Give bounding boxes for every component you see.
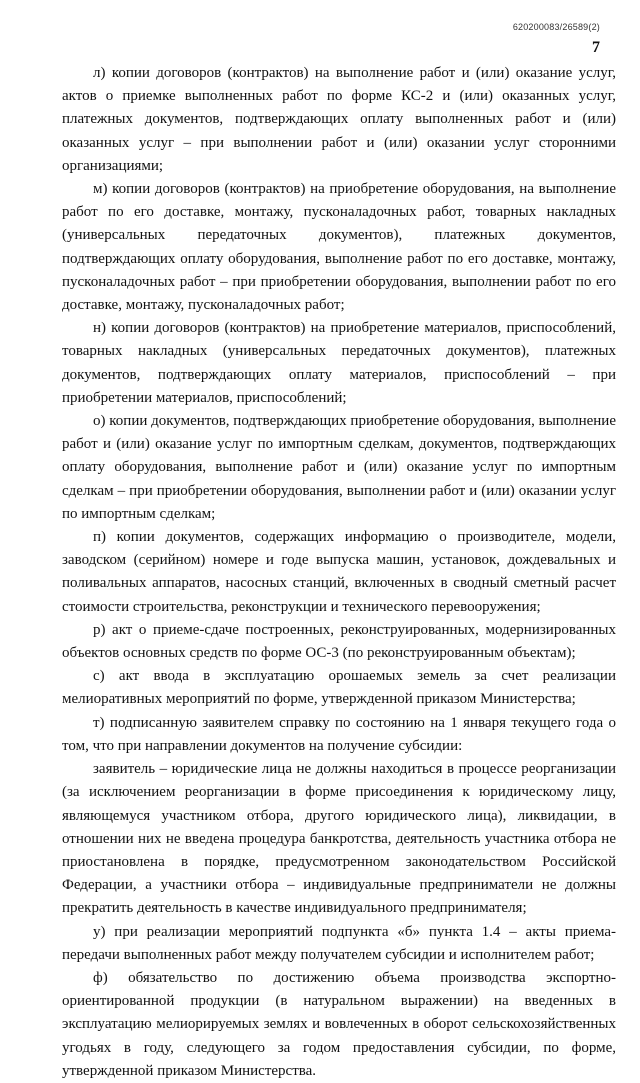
paragraph-t: т) подписанную заявителем справку по состоянию на 1 января текущего года о том, что при направлении документов на получение субсидии: bbox=[62, 714, 616, 754]
document-body bbox=[62, 62, 616, 1083]
paragraph-applicant: заявитель – юридические лица не должны находиться в процессе реорганизации (за исключением реорганизации в форме присоединения к юридическому лицу, являющемуся участником отбора, другого юридического лица), ликвидации, в отношении них не введена процедура банкротства, деятельность участника отбора не приостановлена в порядке, предусмотренном законодательством Российской Федерации, а участники отбора – индивидуальные предприниматели не должны прекратить деятельность в качестве индивидуального предпринимателя; bbox=[62, 761, 616, 917]
paragraph-p: п) копии документов, содержащих информацию о производителе, модели, заводском (серийном) номере и годе выпуска машин, установок, дождевальных и поливальных аппаратов, насосных станций, включенных в сводный сметный расчет стоимости строительства, реконструкции и технического перевооружения; bbox=[62, 529, 616, 615]
paragraph-r: р) акт о приеме-сдаче построенных, реконструированных, модернизированных объектов основных средств по форме ОС-3 (по реконструированным объектам); bbox=[62, 621, 616, 662]
paragraph-o: о) копии документов, подтверждающих приобретение оборудования, выполнение работ и (или) оказание услуг по импортным сделкам, документов, подтверждающих оплату оборудования, выполнение работ и (или) оказание услуг по импортным сделкам – при приобретении оборудования, выполнении работ и (или) оказании услуг по импортным сделкам; bbox=[62, 413, 616, 522]
paragraph-u: у) при реализации мероприятий подпункта «б» пункта 1.4 – акты приема-передачи выполненных работ между получателем субсидии и исполнителем работ; bbox=[62, 923, 616, 963]
document-number: 620200083/26589(2) bbox=[512, 22, 600, 32]
paragraph-n: н) копии договоров (контрактов) на приобретение материалов, приспособлений, товарных накладных (универсальных передаточных документов), платежных документов, подтверждающих оплату материалов, приспособлений – при приобретении материалов, приспособлений; bbox=[62, 320, 616, 406]
paragraph-l: л) копии договоров (контрактов) на выполнение работ и (или) оказание услуг, актов о приемке выполненных работ по форме КС-2 и (или) оказанных услуг, платежных документов, подтверждающих оплату выполненных работ и (или) оказанных услуг – при выполнении работ и (или) оказании услуг сторонними организациями; bbox=[62, 65, 616, 174]
paragraph-m: м) копии договоров (контрактов) на приобретение оборудования, на выполнение работ по его доставке, монтажу, пусконаладочных работ, товарных накладных (универсальных передаточных документов), платежных документов, подтверждающих оплату оборудования, выполнение работ по его доставке, монтажу, пусконаладочных работ – при приобретении оборудования, выполнении работ по его доставке, монтажу, пусконаладочных работ; bbox=[62, 181, 616, 314]
paragraph-s: с) акт ввода в эксплуатацию орошаемых земель за счет реализации мелиоративных мероприятий по форме, утвержденной приказом Министерства; bbox=[62, 668, 616, 708]
page-number: 7 bbox=[592, 39, 600, 56]
paragraph-f: ф) обязательство по достижению объема производства экспортно-ориентированной продукции (в натуральном выражении) на введенных в эксплуатацию мелиорируемых землях и вовлеченных в оборот сельскохозяйственных угодьях в году, следующего за годом предоставления субсидии, по форме, утвержденной приказом Министерства. bbox=[62, 969, 616, 1079]
